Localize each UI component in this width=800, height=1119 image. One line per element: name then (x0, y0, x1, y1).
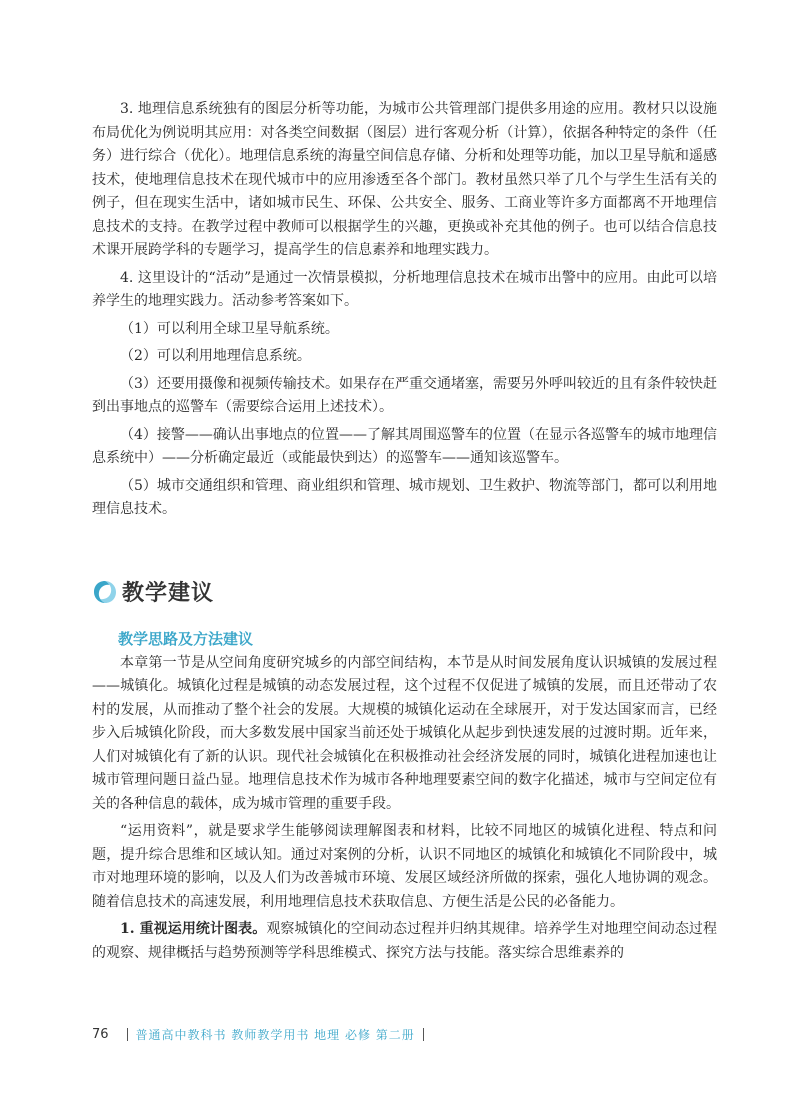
body-paragraph-2: “运用资料”，就是要求学生能够阅读理解图表和材料，比较不同地区的城镇化进程、特点和问题，提升综合思维和区域认知。通过对案例的分析，认识不同地区的城镇化和城镇化不同阶段中，城市对地理环境的影响，以及人们为改善城市环境、发展区域经济所做的探索，强化人地协调的观念。随着信息技术的高速发展，利用地理信息技术获取信息、方便生活是公民的必备能力。 (92, 823, 717, 910)
section-heading (92, 572, 717, 612)
body-paragraph-3 (92, 918, 717, 965)
paragraph-4: 4. 这里设计的“活动”是通过一次情景模拟，分析地理信息技术在城市出警中的应用。由此可以培养学生的地理实践力。活动参考答案如下。 (92, 269, 717, 309)
footer-divider-right (423, 1028, 424, 1041)
page-number: 76 (92, 1027, 109, 1042)
body-paragraph-1: 本章第一节是从空间角度研究城乡的内部空间结构，本节是从时间发展角度认识城镇的发展过程——城镇化。城镇化过程是城镇的动态发展过程，这个过程不仅促进了城镇的发展，而且还带动了农村的发展，从而推动了整个社会的发展。大规模的城镇化运动在全球展开，对于发达国家而言，已经步入后城镇化阶段，而大多数发展中国家当前还处于城镇化从起步到快速发展的过渡时期。近年来，人们对城镇化有了新的认识。现代社会城镇化在积极推动社会经济发展的同时，城镇化进程加速也让城市管理问题日益凸显。地理信息技术作为城市各种地理要素空间的数字化描述，城市与空间定位有关的各种信息的载体，成为城市管理的重要手段。 (92, 654, 717, 812)
answer-1: （1）可以利用全球卫星导航系统。 (120, 320, 339, 337)
paragraph-rest: 观察城镇化的空间动态过程并归纳其规律。培养学生对地理空间动态过程的观察、规律概括与趋势预测等学科思维模式、探究方法与技能。落实综合思维素养的 (92, 921, 717, 961)
paragraph-3: 3. 地理信息系统独有的图层分析等功能，为城市公共管理部门提供多用途的应用。教材只以设施布局优化为例说明其应用：对各类空间数据（图层）进行客观分析（计算），依据各种特定的条件（任务）进行综合（优化）。地理信息系统的海量空间信息存储、分析和处理等功能，加以卫星导航和遥感技术，使地理信息技术在现代城市中的应用渗透至各个部门。教材虽然只举了几个与学生生活有关的例子，但在现实生活中，诸如城市民生、环保、公共安全、服务、工商业等许多方面都离不开地理信息技术的支持。在教学过程中教师可以根据学生的兴趣，更换或补充其他的例子。也可以结合信息技术课开展跨学科的专题学习，提高学生的信息素养和地理实践力。 (92, 101, 717, 258)
page-content (92, 98, 717, 965)
section-title: 教学建议 (122, 581, 215, 606)
footer-book-title: 普通高中教科书 教师教学用书 地理 必修 第二册 (135, 1028, 415, 1042)
answer-2: （2）可以利用地理信息系统。 (120, 348, 311, 364)
answer-5: （5）城市交通组织和管理、商业组织和管理、城市规划、卫生救护、物流等部门，都可以利用地理信息技术。 (92, 477, 717, 517)
answer-3: （3）还要用摄像和视频传输技术。如果存在严重交通堵塞，需要另外呼叫较近的且有条件较快赶到出事地点的巡警车（需要综合运用上述技术）。 (92, 375, 717, 415)
page-footer (92, 1026, 424, 1043)
paragraph-lead: 1. 重视运用统计图表。 (120, 921, 267, 937)
sub-heading: 教学思路及方法建议 (118, 629, 254, 648)
answer-4: （4）接警——确认出事地点的位置——了解其周围巡警车的位置（在显示各巡警车的城市地理信息系统中）——分析确定最近（或能最快到达）的巡警车——通知该巡警车。 (92, 426, 717, 466)
footer-divider-left (127, 1028, 128, 1041)
swirl-icon (92, 579, 118, 605)
